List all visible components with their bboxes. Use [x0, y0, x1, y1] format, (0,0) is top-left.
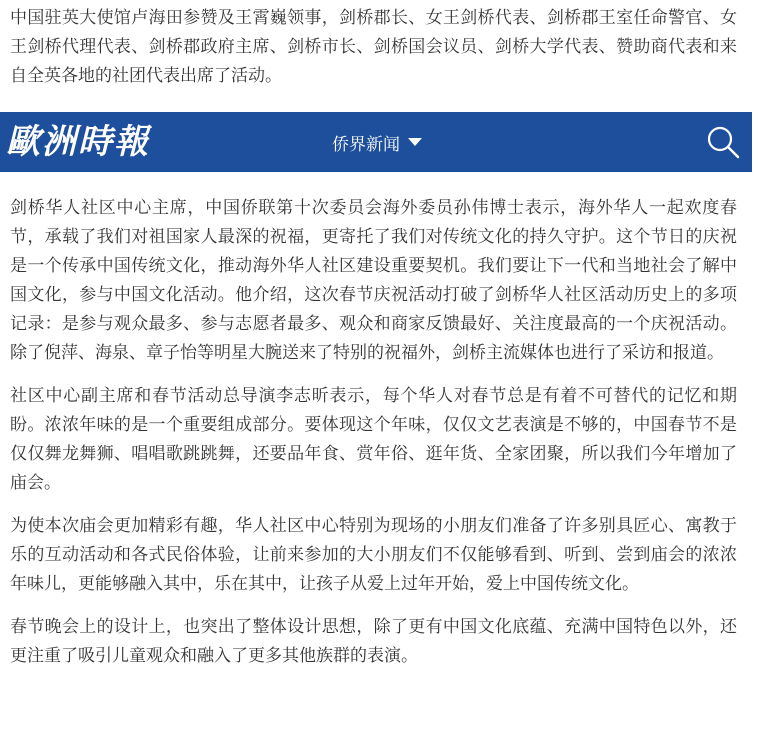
nav-dropdown-overseas-news[interactable]: [332, 112, 422, 172]
caret-down-icon: [408, 138, 422, 146]
search-button[interactable]: [706, 125, 740, 159]
search-icon: [706, 125, 740, 159]
intro-paragraph: 中国驻英大使馆卢海田参赞及王霄巍领事，剑桥郡长、女王剑桥代表、剑桥郡王室任命警官、女王剑桥代理代表、剑桥郡政府主席、剑桥市长、剑桥国会议员、剑桥大学代表、赞助商代表和来自全英各地的社团代表出席了活动。: [10, 8, 737, 86]
article-paragraph: 为使本次庙会更加精彩有趣，华人社区中心特别为现场的小朋友们准备了许多别具匠心、寓教于乐的互动活动和各式民俗体验，让前来参加的大小朋友们不仅能够看到、听到、尝到庙会的浓浓年味儿，更能够融入其中，乐在其中，让孩子从爱上过年开始，爱上中国传统文化。: [10, 516, 737, 594]
article-paragraph: 社区中心副主席和春节活动总导演李志昕表示，每个华人对春节总是有着不可替代的记忆和期盼。浓浓年味的是一个重要组成部分。要体现这个年味，仅仅文艺表演是不够的，中国春节不是仅仅舞龙舞狮、唱唱歌跳跳舞，还要品年食、赏年俗、逛年货、全家团聚，所以我们今年增加了庙会。: [10, 386, 737, 493]
article-body: [0, 194, 759, 685]
nav-dropdown-label: 侨界新闻: [332, 134, 400, 155]
article-paragraph: 春节晚会上的设计上，也突出了整体设计思想，除了更有中国文化底蕴、充满中国特色以外，还更注重了吸引儿童观众和融入了更多其他族群的表演。: [10, 617, 737, 666]
site-header: [0, 112, 752, 172]
site-logo[interactable]: 歐洲時報: [6, 122, 150, 162]
article-paragraph: 剑桥华人社区中心主席，中国侨联第十次委员会海外委员孙伟博士表示，海外华人一起欢度春节，承载了我们对祖国家人最深的祝福，更寄托了我们对传统文化的持久守护。这个节日的庆祝是一个传承中国传统文化，推动海外华人社区建设重要契机。我们要让下一代和当地社会了解中国文化，参与中国文化活动。他介绍，这次春节庆祝活动打破了剑桥华人社区活动历史上的多项记录：是参与观众最多、参与志愿者最多、观众和商家反馈最好、关注度最高的一个庆祝活动。除了倪萍、海泉、章子怡等明星大腕送来了特别的祝福外，剑桥主流媒体也进行了采访和报道。: [10, 198, 737, 363]
